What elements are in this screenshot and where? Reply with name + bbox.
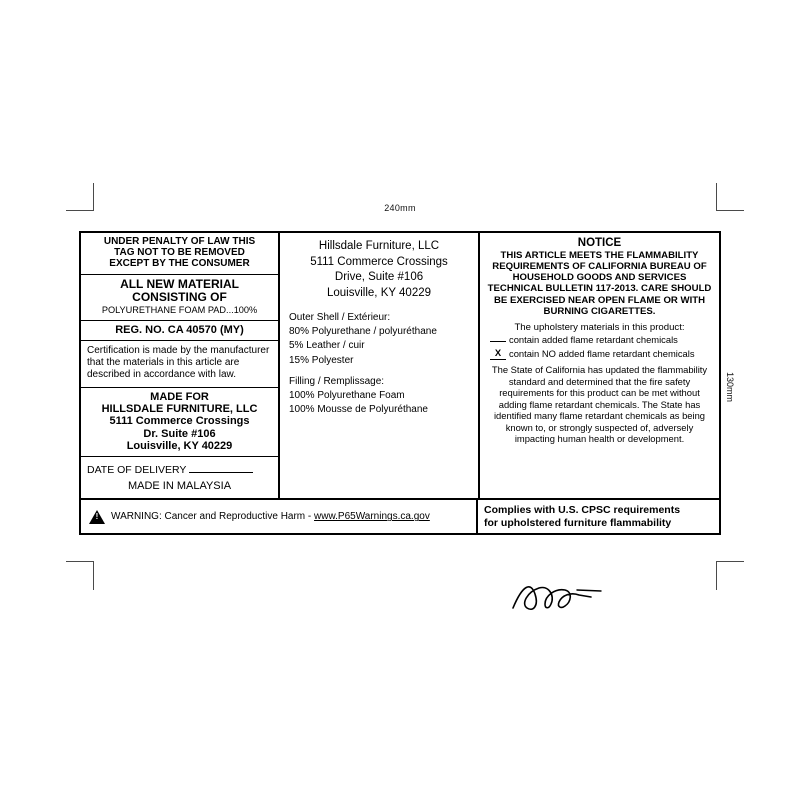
- width-dimension-label: 240mm: [384, 203, 416, 213]
- checkbox-checked[interactable]: X: [490, 347, 506, 360]
- made-for-line-3: Dr. Suite #106: [143, 427, 216, 440]
- material-block: [81, 275, 278, 321]
- filling-item-1: 100% Polyurethane Foam: [289, 390, 405, 401]
- signature-mark: [505, 578, 615, 616]
- law-label-card: [79, 231, 721, 535]
- label-columns: [81, 233, 719, 498]
- date-of-delivery-blank[interactable]: [189, 462, 253, 473]
- content-composition-block: [280, 301, 478, 423]
- company-address-1: 5111 Commerce Crossings: [310, 255, 448, 268]
- penalty-line-2: TAG NOT TO BE REMOVED: [114, 247, 245, 259]
- date-of-delivery-field[interactable]: [81, 457, 278, 478]
- made-for-block: [81, 388, 278, 458]
- right-column: [480, 233, 719, 498]
- material-line-2: CONSISTING OF: [132, 290, 227, 304]
- outer-shell-item-3: 15% Polyester: [289, 354, 354, 366]
- left-column: [81, 233, 280, 498]
- certification-statement: Certification is made by the manufacturer that the materials in this article are described in accordance with law.: [81, 341, 278, 388]
- manufacturer-address-block: [280, 233, 478, 301]
- company-name: Hillsdale Furniture, LLC: [318, 240, 440, 252]
- penalty-of-law-block: [81, 233, 278, 275]
- upholstery-materials-line: The upholstery materials in this product:: [514, 321, 685, 333]
- made-for-line-4: Louisville, KY 40229: [126, 439, 233, 452]
- cpsc-compliance-block: [478, 500, 719, 533]
- penalty-line-3: EXCEPT BY THE CONSUMER: [109, 258, 250, 270]
- material-composition: POLYURETHANE FOAM PAD...100%: [101, 305, 258, 316]
- flame-retardant-option-unchecked[interactable]: [480, 333, 719, 346]
- outer-shell-item-2: 5% Leather / cuir: [289, 340, 365, 352]
- outer-shell-item-1: 80% Polyurethane / polyuréthane: [289, 326, 437, 338]
- penalty-line-1: UNDER PENALTY OF LAW THIS: [103, 236, 256, 247]
- prop65-warning-prefix: WARNING: Cancer and Reproductive Harm -: [111, 511, 315, 523]
- middle-column: [280, 233, 480, 498]
- bottom-strip: [81, 498, 719, 533]
- option-unchecked-label: contain added flame retardant chemicals: [509, 333, 678, 345]
- notice-body: THIS ARTICLE MEETS THE FLAMMABILITY REQUIREMENTS OF CALIFORNIA BUREAU OF HOUSEHOLD GOODS AND SERVICES TECHNICAL BULLETIN 117-2013. CARE SHOULD BE EXERCISED NEAR OPEN FLAME OR WITH BURNING CIGARETTES.: [487, 250, 712, 317]
- prop65-warning: [81, 500, 478, 533]
- company-address-2: Drive, Suite #106: [334, 271, 424, 284]
- height-dimension-label: 130mm: [725, 372, 735, 403]
- made-for-line-2: 5111 Commerce Crossings: [109, 415, 250, 428]
- crop-mark-bottom-right: [716, 561, 744, 589]
- made-for-line-1: HILLSDALE FURNITURE, LLC: [101, 402, 258, 415]
- made-in-country: MADE IN MALAYSIA: [127, 480, 232, 493]
- prop65-warning-text: [111, 511, 430, 522]
- cpsc-line-2: for upholstered furniture flammability: [484, 516, 672, 529]
- cpsc-line-1: Complies with U.S. CPSC requirements: [484, 504, 681, 517]
- made-for-title: MADE FOR: [150, 390, 209, 403]
- registration-number: REG. NO. CA 40570 (MY): [81, 321, 278, 341]
- state-of-california-paragraph: The State of California has updated the flammability standard and determined that the fire safety requirements for this product can be met without adding flame retardant chemicals. The State has identified many flame retardant chemicals as being known to, or strongly suspected of, adversely impacting human health or development.: [491, 364, 708, 444]
- material-line-1: ALL NEW MATERIAL: [120, 276, 239, 291]
- warning-triangle-icon: [89, 510, 105, 524]
- company-address-3: Louisville, KY 40229: [327, 286, 431, 299]
- prop65-warning-link[interactable]: www.P65Warnings.ca.gov: [314, 511, 430, 523]
- filling-title: Filling / Remplissage:: [289, 375, 385, 387]
- date-of-delivery-label: DATE OF DELIVERY: [87, 464, 187, 477]
- outer-shell-title: Outer Shell / Extérieur:: [289, 312, 391, 324]
- option-checked-label: contain NO added flame retardant chemicals: [509, 347, 695, 359]
- flame-retardant-option-checked[interactable]: [480, 346, 719, 360]
- checkbox-blank[interactable]: [490, 341, 506, 342]
- filling-item-2: 100% Mousse de Polyuréthane: [289, 404, 428, 416]
- notice-title: NOTICE: [577, 237, 622, 249]
- crop-mark-bottom-left: [66, 561, 94, 589]
